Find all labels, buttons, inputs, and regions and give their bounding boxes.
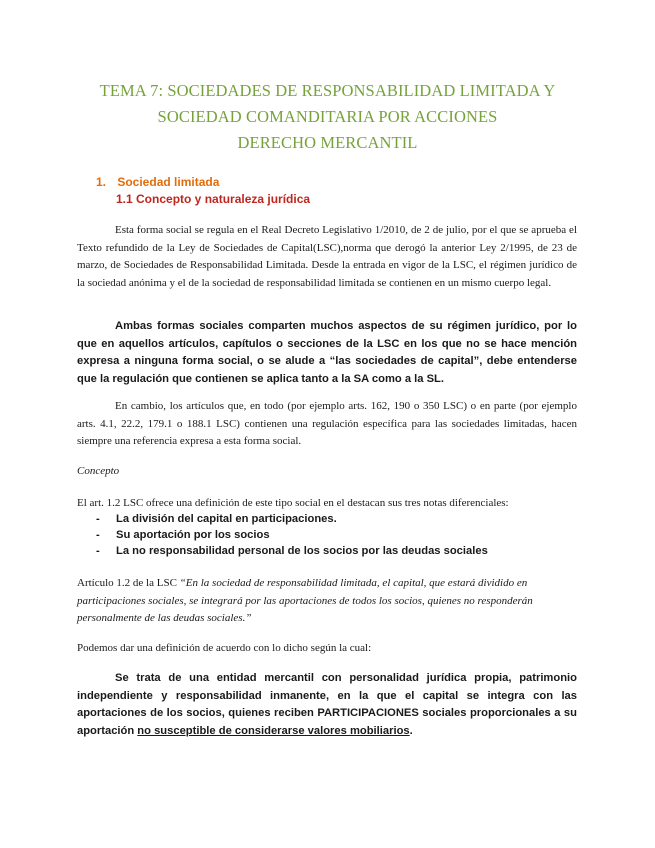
- title-line-2: SOCIEDAD COMANDITARIA POR ACCIONES: [157, 107, 498, 126]
- definition-text: Se trata de una entidad mercantil con personalidad jurídica propia, patrimonio independiente y responsabilidad inmanente, en la que el capital se integra con las aportaciones de los socios, quienes reciben PARTICIPACIONES sociales proporcionales a su aportación: [77, 672, 577, 737]
- article-quote: “En la sociedad de responsabilidad limitada, el capital, que estará dividido en participaciones sociales, se integrará por las aportaciones de todos los socios, quienes no responderán personalmente de las deudas sociales.”: [77, 577, 533, 624]
- list-item: - La división del capital en participaciones.: [96, 513, 337, 525]
- paragraph-4: El art. 1.2 LSC ofrece una definición de este tipo social en el destacan sus tres notas diferenciales:: [77, 497, 509, 509]
- subsection-heading-1-1: 1.1 Concepto y naturaleza jurídica: [116, 192, 311, 206]
- paragraph-2-text: Ambas formas sociales comparten muchos aspectos de su régimen jurídico, por lo que en aquellos artículos, capítulos o secciones de la LSC en los que no se hace mención expresa a ninguna forma social, o se alude a “las sociedades de capital”, debe entenderse que la regulación que contienen se aplica tanto a la SA como a la SL.: [77, 320, 577, 385]
- section-heading-1: [96, 175, 219, 189]
- list-item: - La no responsabilidad personal de los socios por las deudas sociales: [96, 545, 488, 557]
- title-line-3: DERECHO MERCANTIL: [237, 133, 418, 152]
- features-list: [96, 511, 488, 559]
- title-line-1: TEMA 7: SOCIEDADES DE RESPONSABILIDAD LIMITADA Y: [99, 81, 556, 100]
- document-title: [40, 78, 615, 156]
- paragraph-1: [77, 222, 577, 292]
- definition-underlined: no susceptible de considerarse valores mobiliarios: [137, 724, 410, 737]
- section-number: 1.: [96, 175, 107, 189]
- concepto-label: Concepto: [77, 465, 120, 477]
- paragraph-5-lead: Artículo 1.2 de la LSC: [77, 577, 180, 589]
- paragraph-2-bold: [77, 318, 577, 388]
- paragraph-7-definition: Se trata de una entidad mercantil con personalidad jurídica propia, patrimonio independiente y responsabilidad inmanente, en la que el capital se integra con las aportaciones de los socios, quienes reciben PARTICIPACIONES sociales proporcionales a su aportación no susceptible de considerarse valores mobiliarios.: [77, 672, 577, 737]
- section-title: Sociedad limitada: [117, 175, 220, 189]
- list-item: - Su aportación por los socios: [96, 529, 270, 541]
- paragraph-1-text: Esta forma social se regula en el Real Decreto Legislativo 1/2010, de 2 de julio, por el que se aprueba el Texto refundido de la Ley de Sociedades de Capital(LSC),norma que derogó la anterior Ley 2/1995, de 23 de marzo, de Sociedades de Responsabilidad Limitada. Desde la entrada en vigor de la LSC, el régimen jurídico de la sociedad anónima y el de la sociedad de responsabilidad limitada se contienen en un mismo cuerpo legal.: [77, 224, 577, 289]
- paragraph-5: [77, 575, 577, 628]
- paragraph-3-text: En cambio, los artículos que, en todo (por ejemplo arts. 162, 190 o 350 LSC) o en parte (por ejemplo arts. 4.1, 22.2, 179.1 o 188.1 LSC) contienen una regulación específica para las sociedades limitadas, hacen siempre una referencia expresa a esta forma social.: [77, 400, 577, 447]
- paragraph-3: [77, 398, 577, 451]
- paragraph-6: Podemos dar una definición de acuerdo con lo dicho según la cual:: [77, 642, 372, 654]
